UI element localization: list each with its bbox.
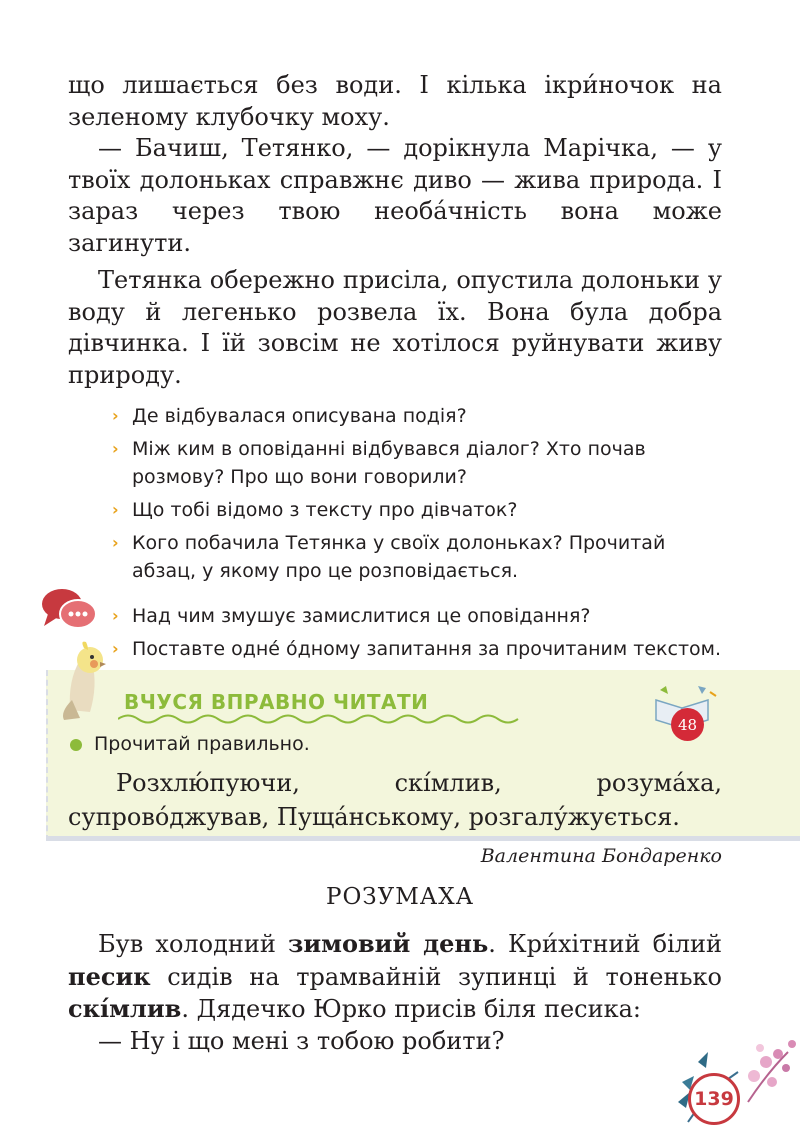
discussion-list: [112, 602, 724, 668]
list-item: › Над чим змушує замислитися це оповідання?: [112, 602, 724, 630]
paragraph: Був холодний зимовий день. Кри́хітний білий песик сидів на трамвайній зупинці й тоненько скі́млив. Дядечко Юрко присів біля песика:: [68, 929, 722, 1023]
cockatiel-icon: [50, 640, 120, 720]
chevron-right-icon: ›: [112, 606, 119, 625]
speech-bubbles-icon: [40, 586, 100, 634]
paragraph: — Бачиш, Тетянко, — дорікнула Марічка, — у твоїх долоньках справжнє диво — жива природа. І зараз через твою необа́чність вона може загинути.: [68, 134, 722, 257]
story-continuation: [68, 70, 722, 391]
exercise-number-badge: 48: [671, 708, 704, 741]
chevron-right-icon: ›: [112, 406, 119, 425]
story-title: РОЗУМАХА: [325, 884, 475, 910]
instruction: Прочитай правильно.: [70, 733, 310, 755]
question-list: [112, 402, 724, 590]
list-item: › Де відбувалася описувана подія?: [112, 402, 724, 430]
bullet-dot: [70, 739, 82, 751]
section-title: ВЧУСЯ ВПРАВНО ЧИТАТИ: [124, 690, 429, 714]
paragraph: Тетянка обережно присіла, опустила долоньки у воду й легенько розвела їх. Вона була добра дівчинка. І їй зовсім не хотілося руйнувати живу природу.: [68, 266, 722, 389]
author-name: Валентина Бондаренко: [480, 845, 722, 867]
list-item: › Кого побачила Тетянка у своїх долоньках? Прочитай абзац, у якому про це розповідається.: [112, 529, 724, 585]
list-item: › Між ким в оповіданні відбувався діалог? Хто почав розмову? Про що вони говорили?: [112, 435, 724, 491]
chevron-right-icon: ›: [112, 439, 119, 458]
wave-divider: [118, 712, 528, 726]
list-item: › Поставте одне́ о́дному запитання за прочитаним текстом.: [112, 635, 724, 663]
practice-words: Розхлю́пуючи, скі́млив, розума́ха, супрово́джував, Пуща́нському, розгалу́жується.: [68, 769, 722, 831]
chevron-right-icon: ›: [112, 639, 119, 658]
paragraph: що лишається без води. І кілька ікри́ночок на зеленому клубочку моху.: [68, 71, 722, 131]
chevron-right-icon: ›: [112, 533, 119, 552]
page-number: 139: [688, 1073, 740, 1125]
paragraph: — Ну і що мені з тобою робити?: [98, 1026, 505, 1055]
story-text: [68, 928, 722, 1057]
list-item: › Що тобі відомо з тексту про дівчаток?: [112, 496, 724, 524]
chevron-right-icon: ›: [112, 500, 119, 519]
